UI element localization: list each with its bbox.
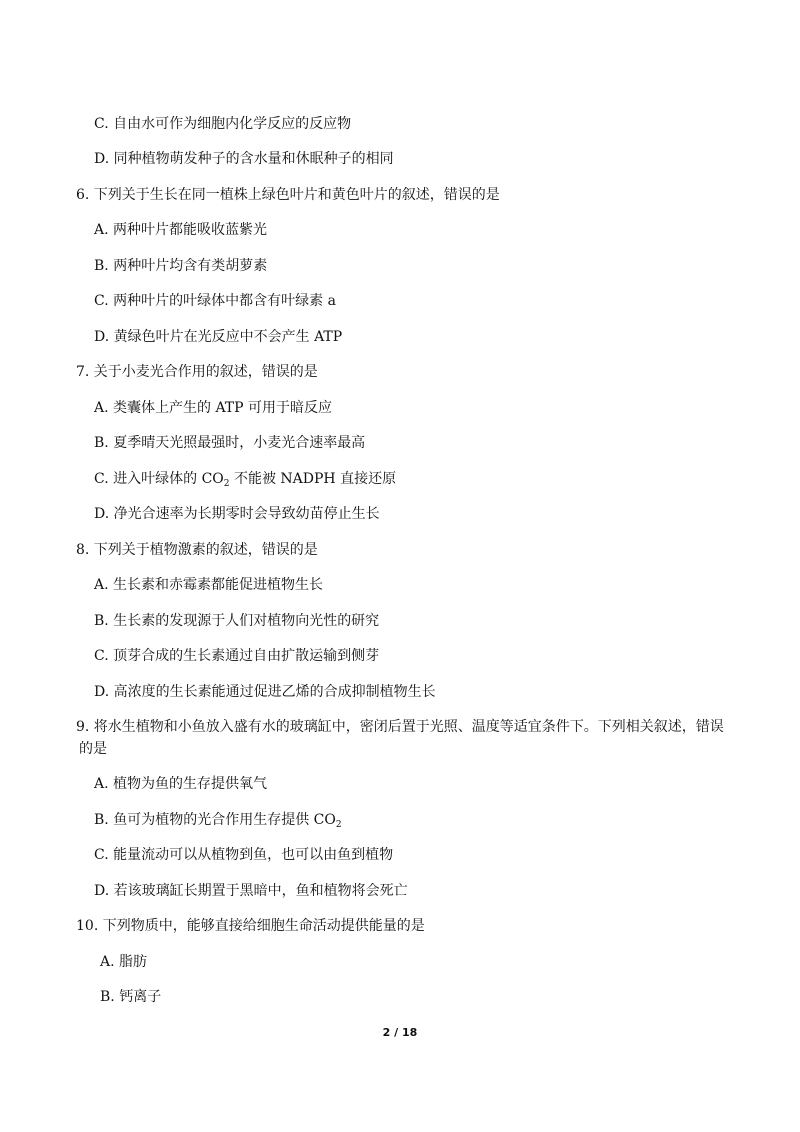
q10-option-b: B. 钙离子 — [100, 989, 162, 1005]
q8-option-b: B. 生长素的发现源于人们对植物向光性的研究 — [94, 613, 380, 629]
q9-option-c: C. 能量流动可以从植物到鱼，也可以由鱼到植物 — [94, 847, 394, 863]
q7-option-c-post: 不能被 NADPH 直接还原 — [229, 471, 397, 487]
q7-option-a: A. 类囊体上产生的 ATP 可用于暗反应 — [94, 400, 333, 416]
page-number: 2 / 18 — [382, 1026, 418, 1039]
q9-stem-line2: 的是 — [79, 741, 107, 757]
q9-stem-line1: 9. 将水生植物和小鱼放入盛有水的玻璃缸中，密闭后置于光照、温度等适宜条件下。下列相关叙述，错误 — [76, 719, 724, 735]
q8-option-c: C. 顶芽合成的生长素通过自由扩散运输到侧芽 — [94, 648, 380, 664]
q9-option-a: A. 植物为鱼的生存提供氧气 — [94, 776, 268, 792]
q9-option-b-text: B. 鱼可为植物的光合作用生存提供 CO — [94, 812, 336, 828]
q10-stem: 10. 下列物质中，能够直接给细胞生命活动提供能量的是 — [76, 918, 425, 934]
q6-option-a: A. 两种叶片都能吸收蓝紫光 — [94, 222, 268, 238]
q9-option-d: D. 若该玻璃缸长期置于黑暗中，鱼和植物将会死亡 — [94, 883, 408, 899]
q6-stem: 6. 下列关于生长在同一植株上绿色叶片和黄色叶片的叙述，错误的是 — [76, 187, 500, 203]
q6-option-c: C. 两种叶片的叶绿体中都含有叶绿素 a — [94, 293, 336, 309]
q7-option-c-subscript: 2 — [223, 479, 230, 489]
q9-option-b — [94, 810, 342, 830]
q7-option-c-pre: C. 进入叶绿体的 CO — [94, 471, 224, 487]
q7-option-d: D. 净光合速率为长期零时会导致幼苗停止生长 — [94, 506, 380, 522]
q6-option-b: B. 两种叶片均含有类胡萝素 — [94, 258, 268, 274]
q7-option-c — [94, 469, 396, 489]
q10-option-a: A. 脂肪 — [100, 954, 148, 970]
q5-option-c: C. 自由水可作为细胞内化学反应的反应物 — [94, 116, 352, 132]
q7-stem: 7. 关于小麦光合作用的叙述，错误的是 — [76, 364, 318, 380]
q8-option-a: A. 生长素和赤霉素都能促进植物生长 — [94, 577, 324, 593]
q8-stem: 8. 下列关于植物激素的叙述，错误的是 — [76, 542, 318, 558]
q8-option-d: D. 高浓度的生长素能通过促进乙烯的合成抑制植物生长 — [94, 684, 436, 700]
q7-option-b: B. 夏季晴天光照最强时，小麦光合速率最高 — [94, 435, 366, 451]
q5-option-d: D. 同种植物萌发种子的含水量和休眠种子的相同 — [94, 151, 394, 167]
q6-option-d: D. 黄绿色叶片在光反应中不会产生 ATP — [94, 329, 343, 345]
q9-option-b-subscript: 2 — [335, 820, 342, 830]
